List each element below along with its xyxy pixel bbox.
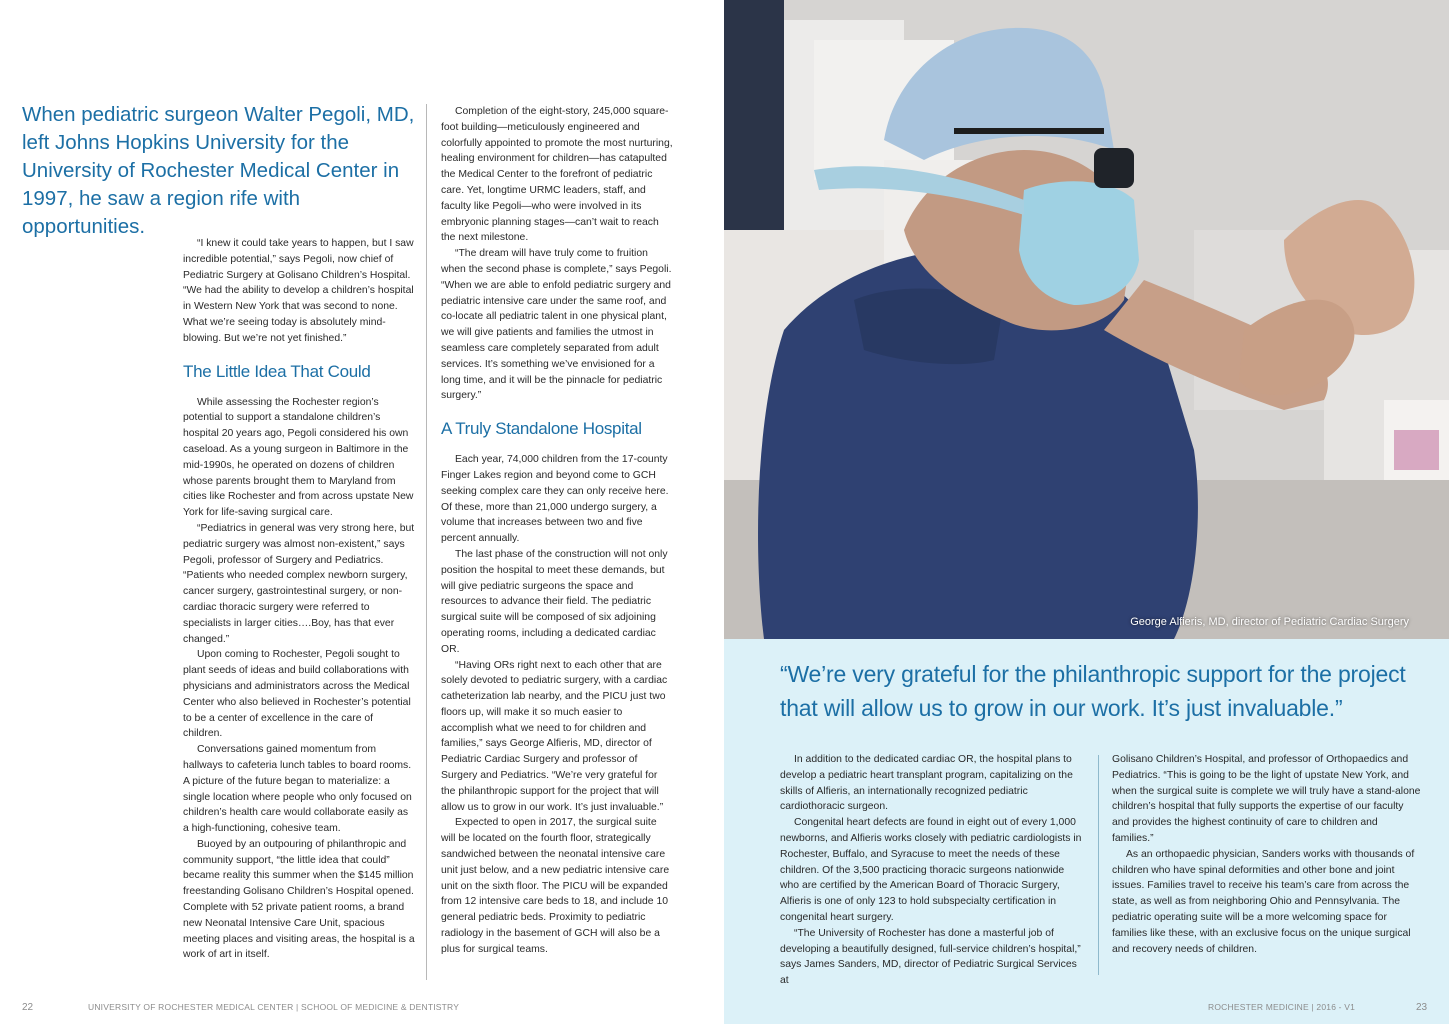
paragraph: “Having ORs right next to each other that are solely devoted to pediatric surgery, with a cardiac catheterization lab nearby, and the PICU just two floors up, will make it so much easier to accomplish what we need to for children and families,” says George Alfieris, MD, director of Pediatric Cardiac Surgery and professor of Surgery and Pediatrics. “We’re very grateful for the philanthropic support for the project that will allow us to grow in our work. It’s just invaluable.” xyxy=(441,659,668,813)
article-column-3 xyxy=(780,752,1084,989)
paragraph: Golisano Children’s Hospital, and professor of Orthopaedics and Pediatrics. “This is going to be the light of upstate New York, and when the surgical suite is complete we will truly have a stand-alone children’s hospital that fully supports the expertise of our faculty and provides the highest continuity of care to children and families.” xyxy=(1112,754,1421,844)
article-column-2 xyxy=(441,104,673,958)
paragraph: Conversations gained momentum from hallways to cafeteria lunch tables to board rooms. A picture of the future began to materialize: a single location where people who only focused on children’s health care would collaborate easily as a high-functioning, cohesive team. xyxy=(183,744,412,835)
article-column-4 xyxy=(1112,752,1422,957)
column-divider xyxy=(1098,755,1099,975)
paragraph: While assessing the Rochester region’s potential to support a standalone children’s hospital 20 years ago, Pegoli considered his own caseload. As a young surgeon in Baltimore in the mid-1990s, he operated on dozens of children whose parents brought them to Maryland from cities like Rochester and from across upstate New York for life-saving surgical care. xyxy=(183,396,414,519)
pull-quote: “We’re very grateful for the philanthropic support for the project that will allow us to grow in our work. It’s just invaluable.” xyxy=(780,661,1406,721)
paragraph: Each year, 74,000 children from the 17-county Finger Lakes region and beyond come to GCH seeking complex care they can only receive here. Of these, more than 21,000 undergo surgery, a volume that increases between two and five percent annually. xyxy=(441,454,669,545)
paragraph: “Pediatrics in general was very strong here, but pediatric surgery was almost non-existent,” says Pegoli, professor of Surgery and Pediatrics. “Patients who needed complex newborn surgery, cancer surgery, gastrointestinal surgery, or non-cardiac thoracic surgery were referred to specialists in larger cities….Boy, has that ever changed.” xyxy=(183,522,415,645)
paragraph: In addition to the dedicated cardiac OR, the hospital plans to develop a pediatric heart transplant program, capitalizing on the skills of Alfieris, an internationally recognized pediatric cardiothoracic surgeon. xyxy=(780,754,1073,813)
surgeon-illustration xyxy=(724,0,1449,639)
right-page-number: 23 xyxy=(1416,1002,1428,1013)
left-footer: UNIVERSITY OF ROCHESTER MEDICAL CENTER | SCHOOL OF MEDICINE & DENTISTRY xyxy=(88,1002,460,1012)
column-divider xyxy=(426,104,427,980)
paragraph: Expected to open in 2017, the surgical suite will be located on the fourth floor, strategically sandwiched between the neonatal intensive care unit just below, and a new pediatric intensive care unit on the sixth floor. The PICU will be expanded from 12 intensive care beds to 18, and include 10 general pediatric beds. Proximity to pediatric radiology in the basement of GCH will also be a plus for surgical teams. xyxy=(441,817,670,955)
paragraph: Buoyed by an outpouring of philanthropic and community support, “the little idea that could” became reality this summer when the $145 million freestanding Golisano Children’s Hospital opened. Complete with 52 private patient rooms, a brand new Neonatal Intensive Care Unit, spacious meeting places and visiting areas, the hospital is a work of art in itself. xyxy=(183,838,415,961)
paragraph: “I knew it could take years to happen, but I saw incredible potential,” says Pegoli, now chief of Pediatric Surgery at Golisano Children’s Hospital. “We had the ability to develop a children’s hospital in Western New York that was second to none. What we’re seeing today is absolutely mind-blowing. But we’re not yet finished.” xyxy=(183,238,414,344)
paragraph: Congenital heart defects are found in eight out of every 1,000 newborns, and Alfieris works closely with pediatric cardiologists in Rochester, Buffalo, and Syracuse to meet the needs of these children. Of the 3,500 practicing thoracic surgeons nationwide who are certified by the American Board of Thoracic Surgery, Alfieris is one of only 123 to hold subspecialty certification in congenital heart surgery. xyxy=(780,817,1082,923)
section-heading: The Little Idea That Could xyxy=(183,361,371,381)
surgeon-photo xyxy=(724,0,1449,639)
photo-caption: George Alfieris, MD, director of Pediatric Cardiac Surgery xyxy=(1130,616,1409,628)
paragraph: “The University of Rochester has done a masterful job of developing a beautifully designed, full-service children’s hospital,” says James Sanders, MD, director of Pediatric Surgical Services at xyxy=(780,927,1081,987)
article-column-1 xyxy=(183,236,415,963)
paragraph: The last phase of the construction will not only position the hospital to meet these demands, but will give pediatric surgeons the space and resources to advance their field. The pediatric surgical suite will be composed of six adjoining operating rooms, including a dedicated cardiac OR. xyxy=(441,548,668,655)
paragraph: “The dream will have truly come to fruition when the second phase is complete,” says Pegoli. “When we are able to enfold pediatric surgery and pediatric intensive care under the same roof, and co-locate all pediatric talent in one physical plant, we will give patients and families the utmost in seamless care completely separated from adult services. It’s something we’ve envisioned for a long time, and it will be the pinnacle for pediatric surgery.” xyxy=(441,248,672,402)
paragraph: As an orthopaedic physician, Sanders works with thousands of children who have spinal deformities and other bone and joint issues. Families travel to receive his team’s care from across the state, as well as from neighboring Ohio and Pennsylvania. The pediatric operating suite will be a more welcoming space for families like these, with an exclusive focus on the unique surgical and recovery needs of children. xyxy=(1112,848,1415,955)
section-heading: A Truly Standalone Hospital xyxy=(441,419,642,439)
paragraph: Completion of the eight-story, 245,000 square-foot building—meticulously engineered and colorfully appointed to promote the most nurturing, healing environment for children—has catapulted the Medical Center to the forefront of pediatric care. Yet, longtime URMC leaders, staff, and faculty like Pegoli—who were involved in its embryonic planning stages—can’t wait to reach the next milestone. xyxy=(441,106,673,244)
paragraph: Upon coming to Rochester, Pegoli sought to plant seeds of ideas and build collaborations with physicians and administrators across the Medical Center who also believed in Rochester’s potential to be a center of excellence in the care of children. xyxy=(183,649,411,740)
right-footer: ROCHESTER MEDICINE | 2016 - V1 xyxy=(1208,1002,1356,1012)
left-page-number: 22 xyxy=(22,1002,34,1013)
lead-paragraph: When pediatric surgeon Walter Pegoli, MD, left Johns Hopkins University for the University of Rochester Medical Center in 1997, he saw a region rife with opportunities. xyxy=(22,103,415,238)
